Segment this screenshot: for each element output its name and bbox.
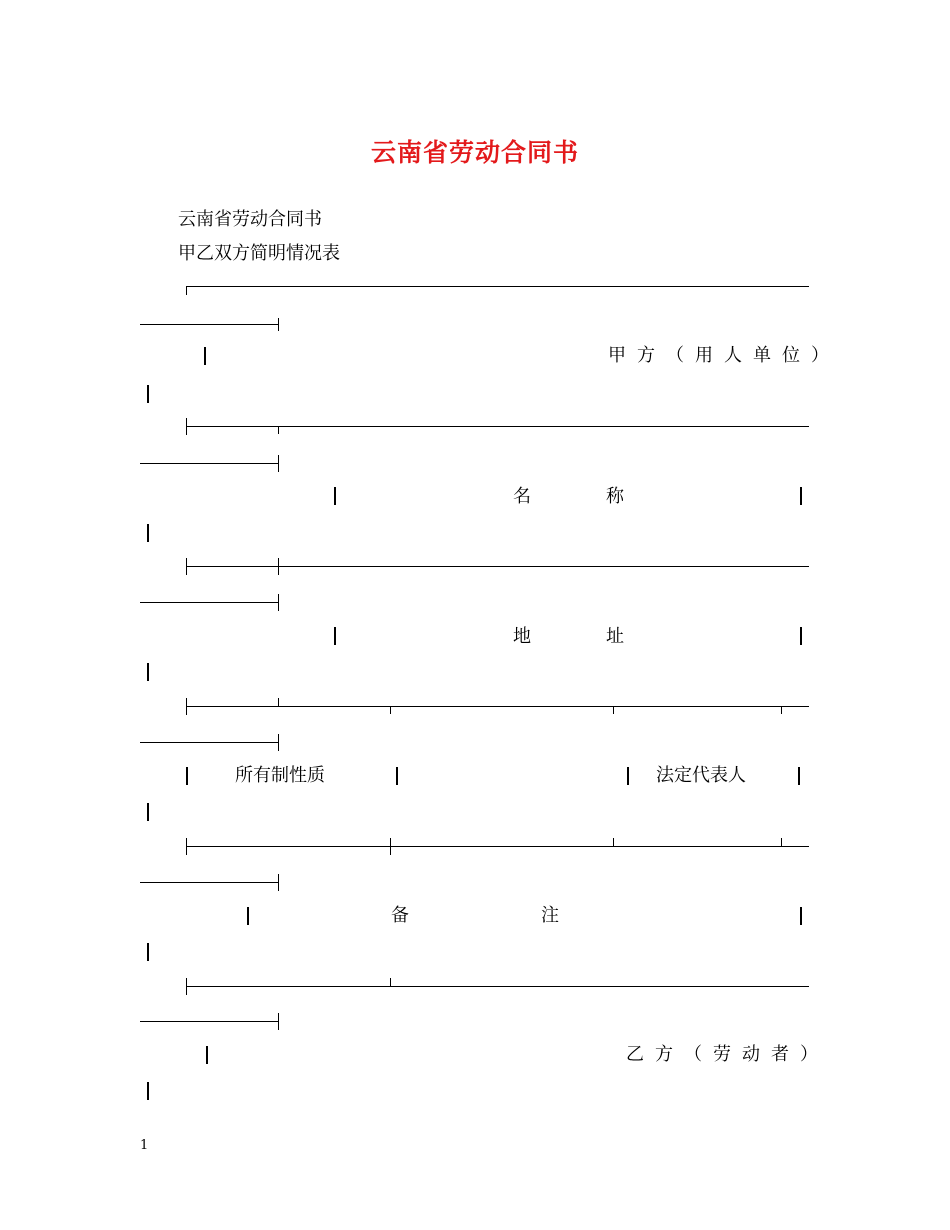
table-border-tick	[781, 706, 782, 714]
table-border-wrap	[140, 602, 279, 603]
cell-bar	[800, 627, 802, 645]
table-row-separator	[186, 426, 809, 427]
table-border-tick	[278, 734, 279, 751]
table-border-tick	[186, 838, 187, 855]
table-row-separator	[186, 986, 809, 987]
table-border-tick	[278, 698, 279, 706]
remarks-label-2: 注	[541, 905, 559, 926]
table-border-tick	[278, 874, 279, 891]
address-label-2: 址	[606, 626, 624, 647]
address-label-1: 地	[513, 626, 531, 647]
document-subtitle: 云南省劳动合同书	[178, 209, 322, 230]
table-border-wrap	[140, 324, 279, 325]
table-border-wrap	[140, 742, 279, 743]
ownership-label: 所有制性质	[235, 765, 325, 786]
cell-bar	[247, 907, 249, 925]
party-b-header: 乙方（劳动者）	[626, 1044, 829, 1065]
cell-bar	[334, 487, 336, 505]
table-row-separator	[186, 566, 809, 567]
cell-bar	[334, 627, 336, 645]
table-caption: 甲乙双方简明情况表	[178, 243, 340, 264]
table-row-separator	[186, 706, 809, 707]
table-border-tick	[186, 698, 187, 715]
cell-bar	[206, 1046, 208, 1064]
cell-bar	[186, 767, 188, 785]
cell-bar	[147, 385, 149, 403]
name-label-2: 称	[606, 486, 624, 507]
table-border-tick	[186, 418, 187, 435]
page-number: 1	[140, 1138, 149, 1153]
cell-bar	[800, 907, 802, 925]
document-title: 云南省劳动合同书	[370, 138, 579, 167]
table-border-tick	[278, 594, 279, 611]
cell-bar	[204, 347, 206, 365]
table-border-tick	[781, 838, 782, 846]
table-border-tick	[390, 978, 391, 986]
cell-bar	[627, 767, 629, 785]
table-border-tick	[278, 455, 279, 472]
table-row-separator	[186, 846, 809, 847]
table-border-tick	[278, 318, 279, 331]
cell-bar	[147, 803, 149, 821]
table-border-tick	[278, 558, 279, 575]
table-border-wrap	[140, 463, 279, 464]
cell-bar	[396, 767, 398, 785]
party-a-header: 甲方（用人单位）	[608, 345, 840, 366]
table-border-tick	[278, 1013, 279, 1030]
table-border-top	[186, 286, 809, 287]
table-border-tick	[278, 426, 279, 434]
cell-bar	[147, 1082, 149, 1100]
cell-bar	[798, 767, 800, 785]
table-border-tick	[390, 838, 391, 855]
name-label-1: 名	[513, 486, 531, 507]
table-border-tick	[186, 558, 187, 575]
remarks-label-1: 备	[391, 905, 409, 926]
cell-bar	[147, 943, 149, 961]
table-corner-tick	[186, 286, 187, 295]
table-border-tick	[613, 838, 614, 846]
cell-bar	[800, 487, 802, 505]
table-border-tick	[186, 978, 187, 995]
table-border-tick	[613, 706, 614, 714]
table-border-wrap	[140, 1021, 279, 1022]
table-border-tick	[390, 706, 391, 714]
table-border-wrap	[140, 882, 279, 883]
cell-bar	[147, 663, 149, 681]
legal-rep-label: 法定代表人	[656, 765, 746, 786]
cell-bar	[147, 524, 149, 542]
